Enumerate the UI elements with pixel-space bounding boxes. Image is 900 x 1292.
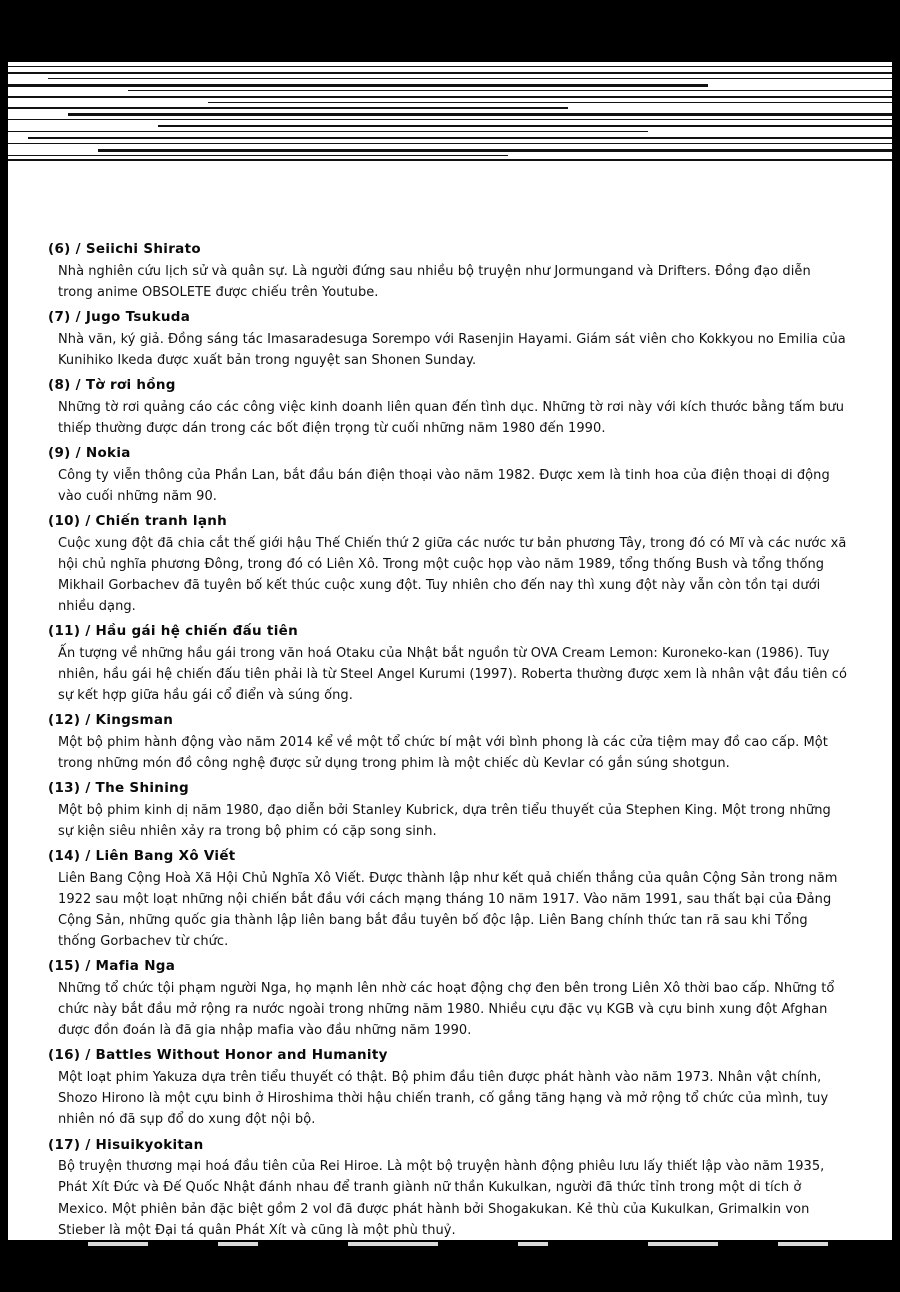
- list-item: [48, 375, 848, 439]
- entry-body: Bộ truyện thương mại hoá đầu tiên của Rei Hiroe. Là một bộ truyện hành động phiêu lưu lấy thiết lập vào năm 1935, Phát Xít Đức và Đế Quốc Nhật đánh nhau để tranh giành nữ thần Kukulkan, người đã thức tỉnh trong một di tích ở Mexico. Một phiên bản đặc biệt gồm 2 vol đã được phát hành bởi Shogakukan. Kẻ thù của Kukulkan, Grimalkin von Stieber là một Đại tá quân Phát Xít và cũng là một phù thuỷ.: [58, 1159, 825, 1238]
- entry-title: (6) / Seiichi Shirato: [48, 241, 201, 257]
- entry-title: (8) / Tờ rơi hồng: [48, 377, 176, 394]
- list-item: [48, 1045, 848, 1130]
- entry-title: (10) / Chiến tranh lạnh: [48, 513, 228, 530]
- list-item: [48, 239, 848, 303]
- entry-body: Những tổ chức tội phạm người Nga, họ mạnh lên nhờ các hoạt động chợ đen bên trong Liên Xô thời bao cấp. Những tổ chức này bắt đầu mở rộng ra nước ngoài trong những năm 1980. Nhiều cựu đặc vụ KGB và cựu binh xung đột Afghan được đồn đoán là đã gia nhập mafia vào đầu những năm 1990.: [58, 981, 835, 1039]
- entry-body: Nhà văn, ký giả. Đồng sáng tác Imasaradesuga Sorempo với Rasenjin Hayami. Giám sát viên cho Kokkyou no Emilia của Kunihiko Ikeda được xuất bản trong nguyệt san Shonen Sunday.: [58, 331, 846, 368]
- entry-title: (13) / The Shining: [48, 780, 190, 797]
- list-item: [48, 846, 848, 952]
- entry-body: Nhà nghiên cứu lịch sử và quân sự. Là người đứng sau nhiều bộ truyện như Jormungand và Drifters. Đồng đạo diễn trong anime OBSOLETE được chiếu trên Youtube.: [58, 263, 811, 300]
- list-item: [48, 1135, 848, 1241]
- speed-lines-decoration: [8, 62, 892, 162]
- entry-title: (16) / Battles Without Honor and Humanity: [48, 1047, 388, 1064]
- entry-body: Một bộ phim hành động vào năm 2014 kể về một tổ chức bí mật với bình phong là các cửa tiệm may đồ cao cấp. Một trong những món đồ công nghệ được sử dụng trong phim là một chiếc dù Kevlar có gắn súng shotgun.: [58, 735, 828, 772]
- entry-title: (15) / Mafia Nga: [48, 958, 176, 975]
- list-item: [48, 511, 848, 617]
- entry-body: Một loạt phim Yakuza dựa trên tiểu thuyết có thật. Bộ phim đầu tiên được phát hành vào năm 1973. Nhân vật chính, Shozo Hirono là một cựu binh ở Hiroshima thời hậu chiến tranh, cố gắng tăng hạng và mở rộng tổ chức của mình, tuy nhiên nó đã sụp đổ do xung đột nội bộ.: [58, 1070, 829, 1128]
- entry-title: (14) / Liên Bang Xô Viết: [48, 848, 236, 865]
- list-item: [48, 778, 848, 842]
- entry-title: (17) / Hisuikyokitan: [48, 1136, 204, 1153]
- entry-title: (11) / Hầu gái hệ chiến đấu tiên: [48, 623, 298, 640]
- notes-list: [48, 235, 848, 1243]
- entry-body: Cuộc xung đột đã chia cắt thế giới hậu Thế Chiến thứ 2 giữa các nước tư bản phương Tây, trong đó có Mĩ và các nước xã hội chủ nghĩa phương Đông, trong đó có Liên Xô. Trong một cuộc họp vào năm 1989, tổng thống Bush và tổng thống Mikhail Gorbachev đã tuyên bố kết thúc cuộc xung đột. Tuy nhiên cho đến nay thì xung đột này vẫn còn tồn tại dưới nhiều dạng.: [58, 535, 847, 615]
- list-item: [48, 443, 848, 507]
- list-item: [48, 710, 848, 774]
- list-item: [48, 307, 848, 371]
- list-item: [48, 956, 848, 1041]
- entry-body: Những tờ rơi quảng cáo các công việc kinh doanh liên quan đến tình dục. Những tờ rơi này với kích thước bằng tấm bưu thiếp thường được dán trong các bốt điện trọng từ cuối những năm 1980 đến 1990.: [58, 399, 845, 436]
- entry-body: Ấn tượng về những hầu gái trong văn hoá Otaku của Nhật bắt nguồn từ OVA Cream Lemon: Kuroneko-kan (1986). Tuy nhiên, hầu gái hệ chiến đấu tiên phải là từ Steel Angel Kurumi (1997). Roberta thường được xem là nhân vật đầu tiên có sự kết hợp giữa hầu gái cổ điển và súng ống.: [58, 646, 847, 704]
- page-edge-marks: [48, 1242, 848, 1248]
- entry-body: Liên Bang Cộng Hoà Xã Hội Chủ Nghĩa Xô Viết. Được thành lập như kết quả chiến thắng của quân Cộng Sản trong năm 1922 sau một loạt những nội chiến bắt đầu với cách mạng tháng 10 năm 1917. Vào năm 1991, sau thất bại của Đảng Cộng Sản, những quốc gia thành lập liên bang bắt đầu tuyên bố độc lập. Liên Bang chính thức tan rã sau khi Tổng thống Gorbachev từ chức.: [58, 871, 838, 950]
- entry-title: (12) / Kingsman: [48, 712, 174, 729]
- list-item: [48, 621, 848, 706]
- entry-body: Một bộ phim kinh dị năm 1980, đạo diễn bởi Stanley Kubrick, dựa trên tiểu thuyết của Stephen King. Một trong những sự kiện siêu nhiên xảy ra trong bộ phim có cặp song sinh.: [58, 803, 831, 840]
- entry-title: (7) / Jugo Tsukuda: [48, 309, 191, 326]
- entry-title: (9) / Nokia: [48, 445, 131, 462]
- entry-body: Công ty viễn thông của Phần Lan, bắt đầu bán điện thoại vào năm 1982. Được xem là tinh hoa của điện thoại di động vào cuối những năm 90.: [58, 467, 830, 505]
